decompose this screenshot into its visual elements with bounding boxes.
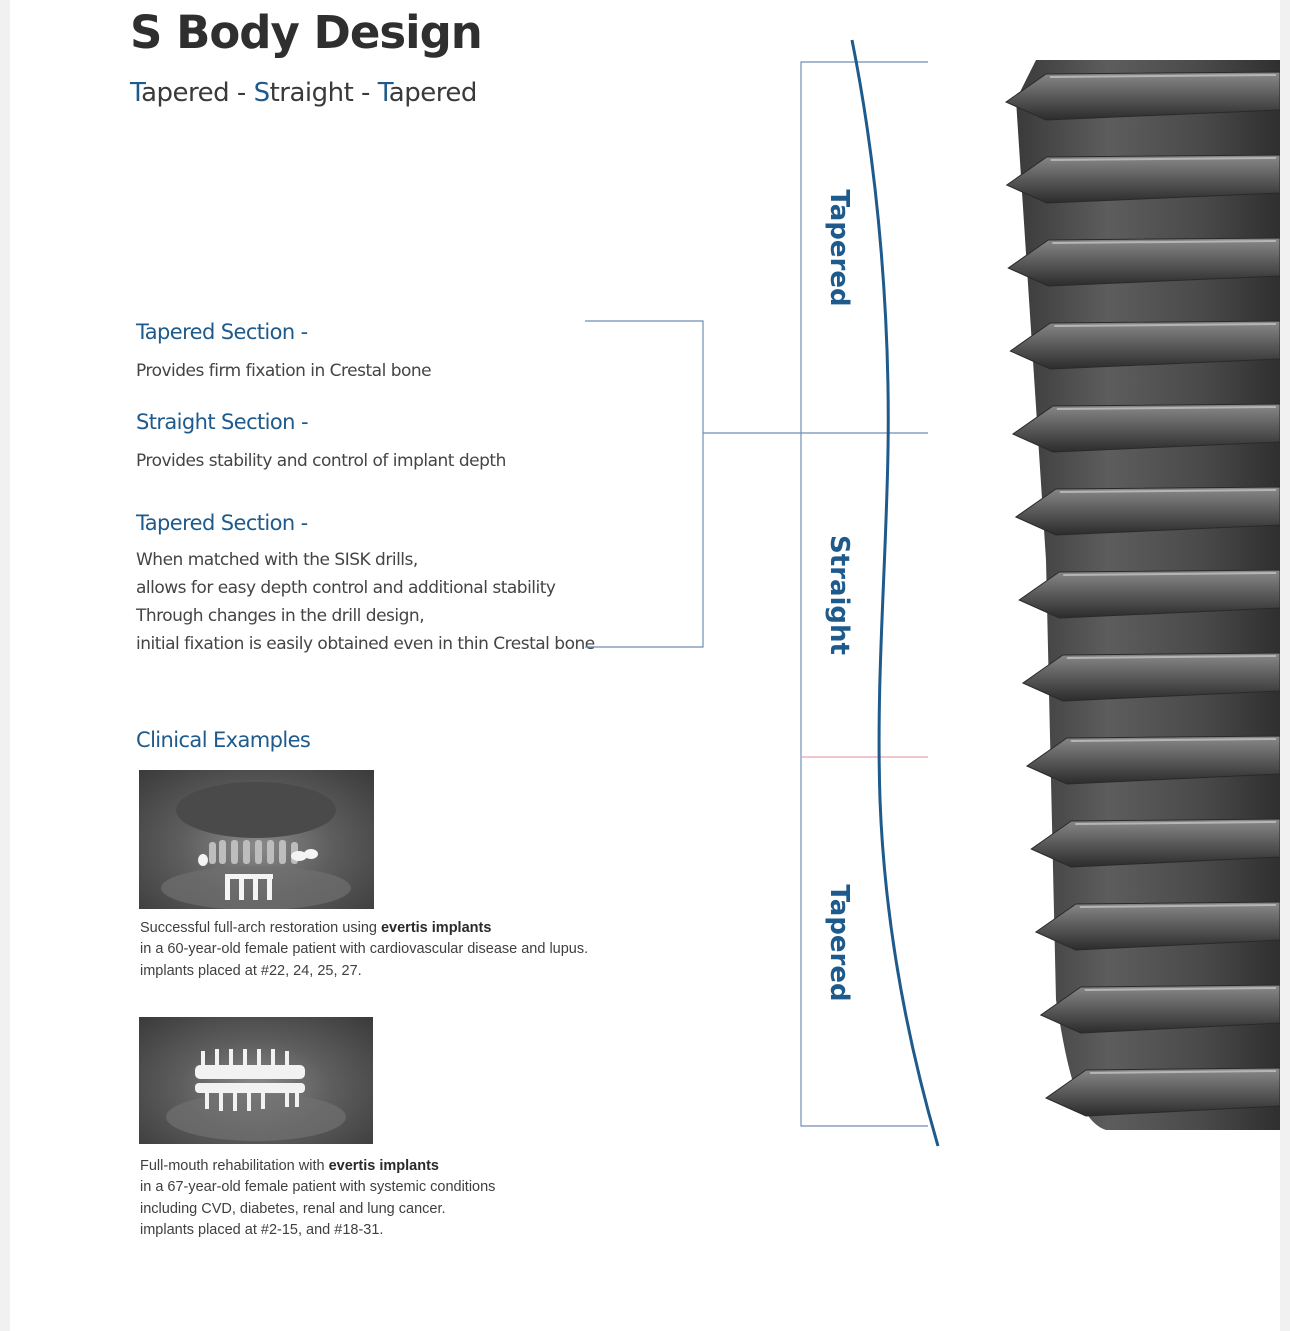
section-line: When matched with the SISK drills, — [136, 550, 418, 570]
caption-brand: evertis implants — [380, 920, 492, 936]
section-line: Provides stability and control of implant depth — [136, 451, 506, 471]
implant-illustration — [996, 60, 1280, 1130]
subtitle-separator-2: - — [353, 78, 378, 108]
caption-line: in a 67-year-old female patient with systemic conditions — [140, 1179, 496, 1196]
s-curve-profile — [852, 40, 938, 1146]
straight-section-text — [136, 447, 506, 475]
xray-image-1 — [139, 770, 374, 909]
straight-section-heading: Straight Section - — [136, 410, 308, 434]
subtitle-word-2: traight — [269, 78, 354, 108]
caption-line — [140, 918, 588, 939]
subtitle-initial-1: T — [130, 78, 142, 108]
section-bracket — [585, 321, 703, 647]
caption-line: in a 60-year-old female patient with cardiovascular disease and lupus. — [140, 941, 589, 958]
caption-example-1 — [140, 918, 588, 982]
subtitle-word-3: apered — [388, 78, 477, 108]
vertical-label-tapered-bottom: Tapered — [824, 884, 854, 1002]
caption-example-2 — [140, 1156, 495, 1241]
page-title: S Body Design — [130, 6, 482, 59]
page-subtitle — [130, 78, 477, 108]
section-line: initial fixation is easily obtained even in thin Crestal bone — [136, 634, 595, 654]
caption-brand: evertis implants — [328, 1158, 440, 1174]
subtitle-separator-1: - — [229, 78, 254, 108]
vertical-label-straight: Straight — [824, 535, 854, 655]
tapered-section-text-top — [136, 357, 431, 385]
clinical-examples-heading: Clinical Examples — [136, 728, 311, 752]
tapered-section-text-bottom — [136, 546, 595, 658]
caption-text: Successful full-arch restoration using — [140, 920, 381, 936]
subtitle-initial-2: S — [253, 78, 270, 108]
caption-line: implants placed at #2-15, and #18-31. — [140, 1221, 384, 1238]
tapered-section-heading-bottom: Tapered Section - — [136, 511, 308, 535]
section-line: Through changes in the drill design, — [136, 606, 425, 626]
length-bracket — [801, 62, 928, 1126]
tapered-section-heading-top: Tapered Section - — [136, 320, 308, 344]
xray-image-2 — [139, 1017, 373, 1144]
vertical-label-tapered-top: Tapered — [824, 189, 854, 307]
caption-line: implants placed at #22, 24, 25, 27. — [140, 962, 362, 979]
caption-line: including CVD, diabetes, renal and lung cancer. — [140, 1200, 446, 1217]
caption-line — [140, 1156, 495, 1177]
page — [10, 0, 1280, 1331]
caption-text: Full-mouth rehabilitation with — [140, 1158, 329, 1174]
subtitle-word-1: apered — [141, 78, 230, 108]
section-line: allows for easy depth control and additional stability — [136, 578, 556, 598]
section-line: Provides firm fixation in Crestal bone — [136, 361, 432, 381]
subtitle-initial-3: T — [377, 78, 389, 108]
